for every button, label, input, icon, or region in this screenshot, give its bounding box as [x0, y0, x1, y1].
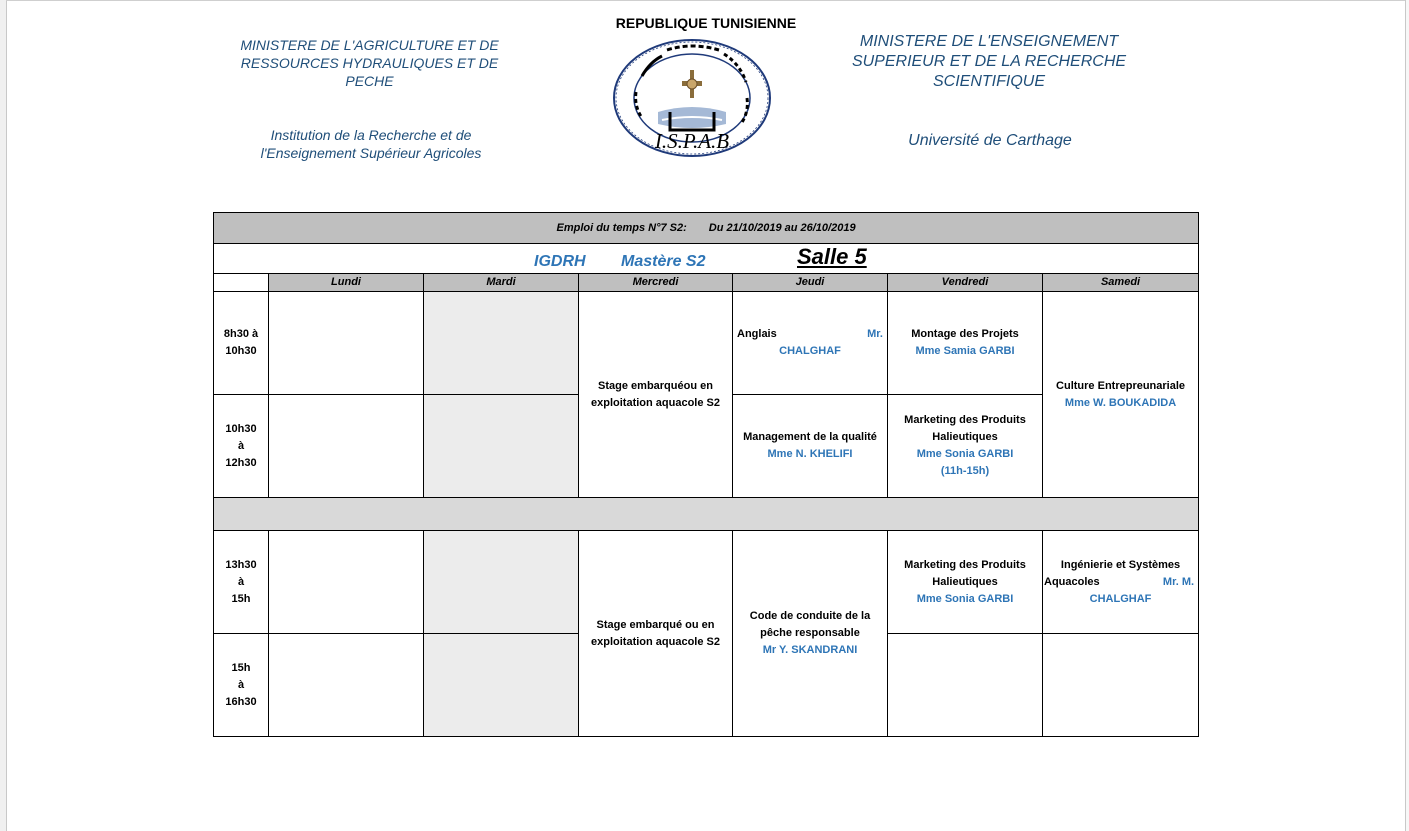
- time-slot-2: [214, 395, 269, 498]
- cell-jeudi-1: [733, 292, 888, 395]
- teacher-label: Mme Samia GARBI: [915, 345, 1015, 357]
- teacher-label: CHALGHAF: [779, 345, 841, 357]
- time-slot-3: [214, 531, 269, 634]
- teacher-label: Mr. M.: [1162, 575, 1195, 588]
- university-label: Université de Carthage: [908, 132, 1072, 149]
- time-slot-4: [214, 634, 269, 737]
- corner-cell: [214, 274, 269, 292]
- course-label: Marketing des Produits: [904, 558, 1026, 571]
- cell-jeudi-2: [733, 395, 888, 498]
- time-label: 16h30: [225, 695, 257, 708]
- time-label: 13h30: [225, 558, 257, 571]
- time-note: (11h-15h): [940, 465, 990, 477]
- course-label: Montage des Projets: [911, 328, 1019, 340]
- course-label: Anglais: [737, 328, 777, 340]
- cell-lundi-2: [269, 395, 424, 498]
- teacher-label: Mr.: [867, 328, 883, 340]
- teacher-label: Mme N. KHELIFI: [767, 448, 853, 460]
- cell-samedi-4: [1043, 634, 1199, 737]
- day-header-mercredi: Mercredi: [579, 274, 733, 292]
- cell-samedi-3: [1043, 531, 1199, 634]
- time-label: 15h: [231, 592, 251, 605]
- window-right-border: [1405, 0, 1409, 831]
- svg-text:I.S.P.A.B: I.S.P.A.B: [654, 129, 730, 153]
- cell-mardi-4: [424, 634, 579, 737]
- course-label: pêche responsable: [760, 627, 860, 639]
- day-header-mardi: Mardi: [424, 274, 579, 292]
- cell-vendredi-2: [888, 395, 1043, 498]
- time-label: à: [237, 678, 245, 691]
- time-label: à: [237, 439, 245, 452]
- time-label: 15h: [231, 661, 251, 674]
- cell-vendredi-3: [888, 531, 1043, 634]
- course-label: Management de la qualité: [743, 431, 877, 443]
- course-label: Halieutiques: [932, 575, 998, 588]
- ministry-agriculture-label: MINISTERE DE L'AGRICULTURE ET DE RESSOURCES HYDRAULIQUES ET DE PECHE: [240, 37, 499, 89]
- time-label: 12h30: [225, 456, 257, 469]
- timetable-subtitle: [214, 244, 1199, 274]
- room-label: Salle 5: [797, 244, 867, 269]
- course-label: Halieutiques: [932, 431, 998, 443]
- day-header-lundi: Lundi: [269, 274, 424, 292]
- course-label: Culture Entrepreunariale: [1056, 379, 1186, 392]
- teacher-label: Mme Sonia GARBI: [916, 592, 1014, 605]
- teacher-label: CHALGHAF: [1089, 592, 1152, 605]
- cell-vendredi-1: [888, 292, 1043, 395]
- cell-mardi-3: [424, 531, 579, 634]
- day-header-samedi: Samedi: [1043, 274, 1199, 292]
- teacher-label: Mme W. BOUKADIDA: [1064, 396, 1177, 409]
- lunch-break-row: [214, 498, 1199, 531]
- time-slot-1: [214, 292, 269, 395]
- course-label: Stage embarqué ou en exploitation aquacole S2: [591, 618, 720, 648]
- day-header-jeudi: Jeudi: [733, 274, 888, 292]
- cell-jeudi-pm: [733, 531, 888, 737]
- time-label: 8h30 à: [223, 328, 259, 340]
- timetable: [213, 212, 1199, 737]
- course-label: Aquacoles: [1044, 575, 1100, 588]
- republic-title: REPUBLIQUE TUNISIENNE: [615, 15, 797, 31]
- course-label: Stage embarquéou en exploitation aquacole S2: [591, 379, 720, 409]
- level-label: Mastère S2: [621, 253, 706, 270]
- time-label: à: [237, 575, 245, 588]
- cell-lundi-4: [269, 634, 424, 737]
- cell-lundi-1: [269, 292, 424, 395]
- cell-samedi-am: [1043, 292, 1199, 498]
- window-left-border: [0, 0, 7, 831]
- time-label: 10h30: [225, 345, 257, 357]
- timetable-title-dates: Du 21/10/2019 au 26/10/2019: [708, 221, 856, 234]
- cell-mercredi-am: [579, 292, 733, 498]
- timetable-title-number: Emploi du temps N°7 S2:: [556, 221, 687, 234]
- course-label: Code de conduite de la: [749, 610, 871, 622]
- ministry-education-label: MINISTERE DE L'ENSEIGNEMENT SUPERIEUR ET DE LA RECHERCHE SCIENTIFIQUE: [851, 33, 1127, 90]
- course-label: Marketing des Produits: [904, 414, 1026, 426]
- time-label: 10h30: [225, 422, 257, 435]
- institution-label: Institution de la Recherche et de l'Enseignement Supérieur Agricoles: [260, 127, 482, 161]
- cell-mardi-2: [424, 395, 579, 498]
- ispab-logo: [612, 36, 776, 160]
- timetable-title: [214, 213, 1199, 244]
- cell-mercredi-pm: [579, 531, 733, 737]
- cell-mardi-1: [424, 292, 579, 395]
- cell-vendredi-4: [888, 634, 1043, 737]
- cell-lundi-3: [269, 531, 424, 634]
- day-header-vendredi: Vendredi: [888, 274, 1043, 292]
- teacher-label: Mme Sonia GARBI: [916, 448, 1014, 460]
- teacher-label: Mr Y. SKANDRANI: [762, 644, 858, 656]
- window-top-border: [6, 0, 1409, 4]
- group-label: IGDRH: [534, 253, 586, 270]
- course-label: Ingénierie et Systèmes: [1060, 558, 1181, 571]
